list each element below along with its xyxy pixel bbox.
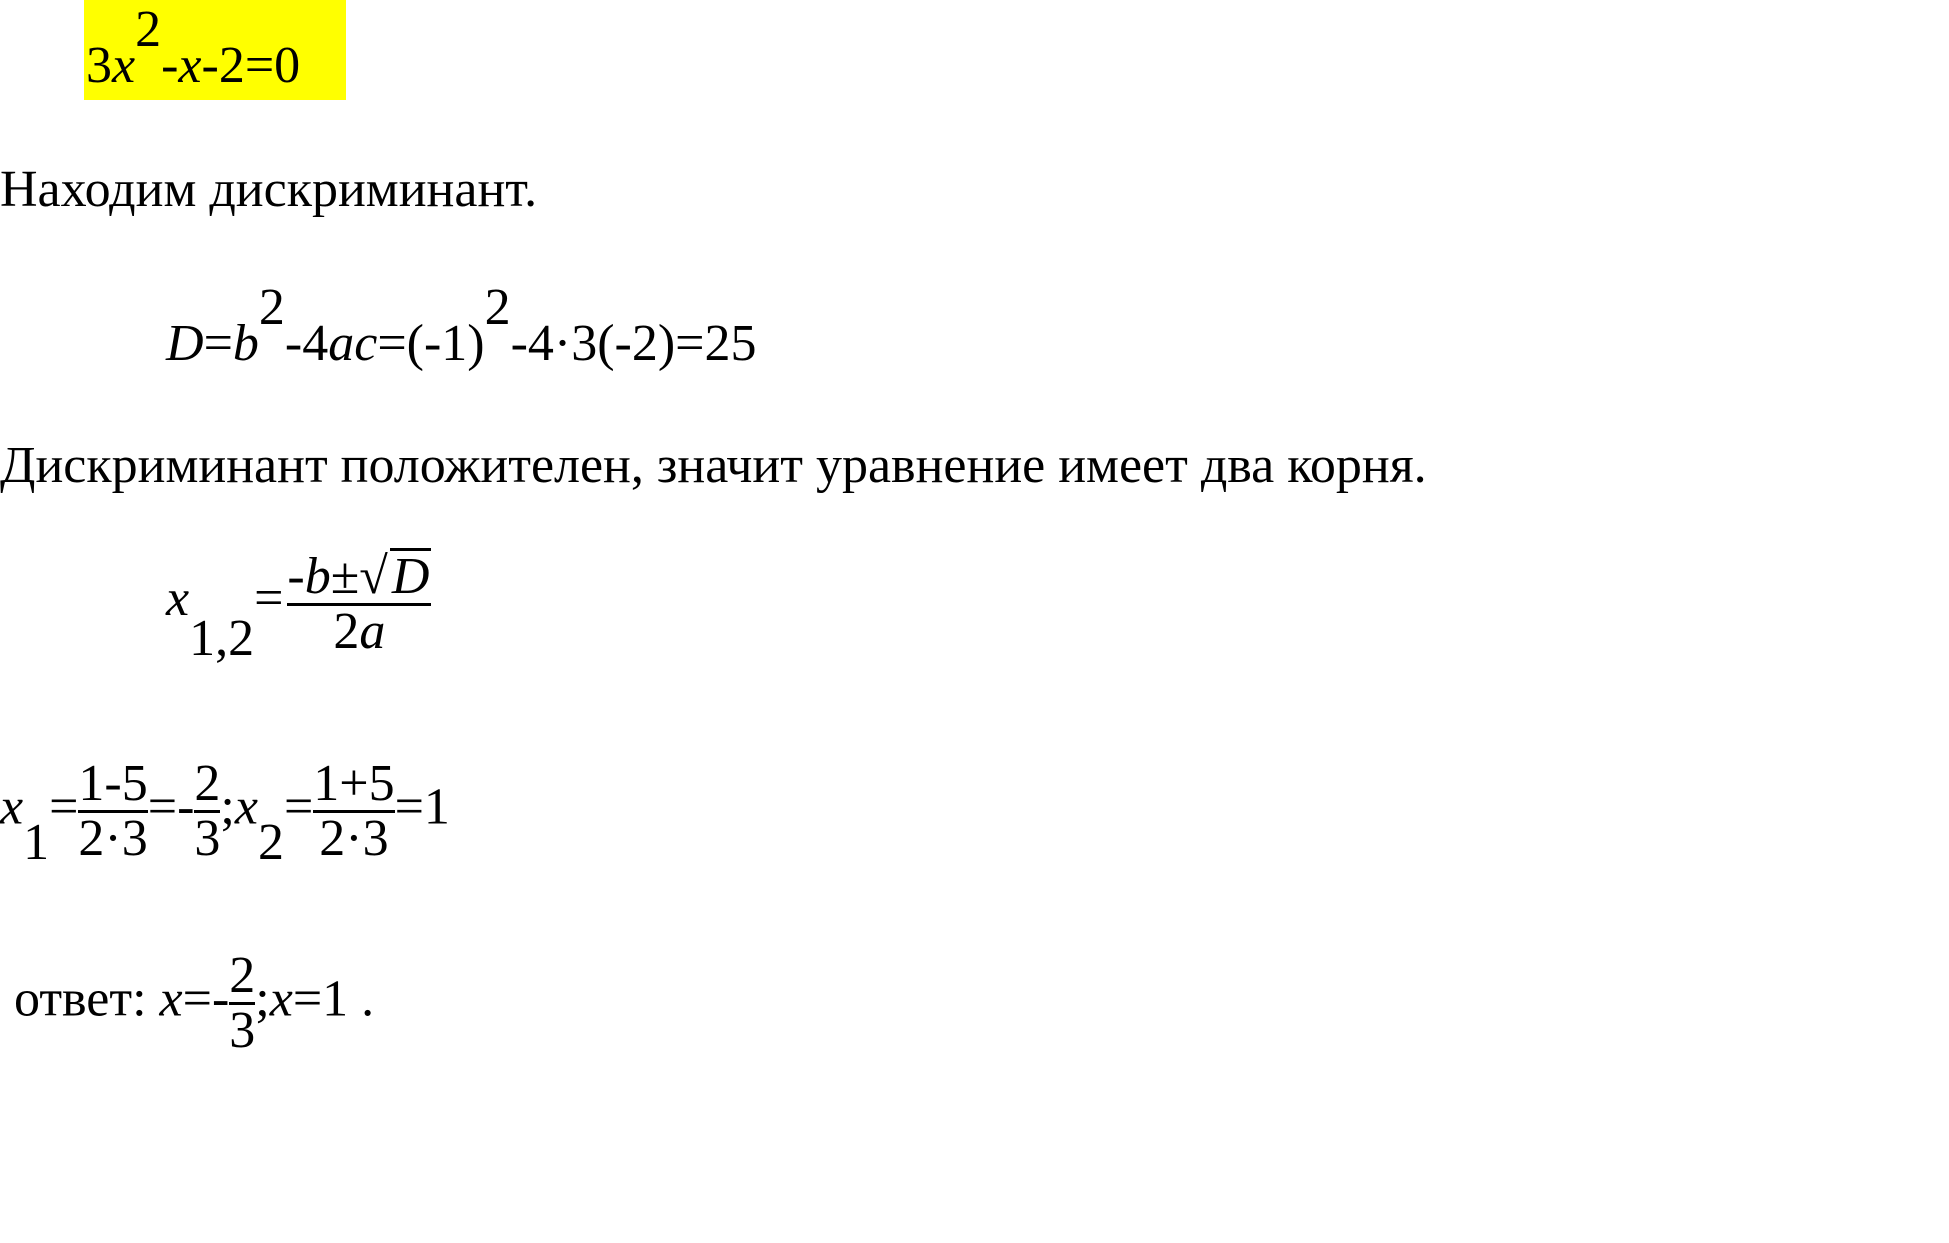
step-find-discriminant: Находим дискриминант. xyxy=(0,161,538,218)
fraction-2: $\frac{2}{3}$ xyxy=(194,755,221,867)
answer: ответ: x=- $\frac{2}{3}$ ;x=1 . xyxy=(14,947,375,1059)
step-two-roots: Дискриминант положителен, значит уравнение имеет два корня. xyxy=(0,437,1427,494)
discriminant-formula: D=b2-4ac=(-1)2-4·3(-2)=25 xyxy=(166,279,757,372)
sqrt-symbol: √ xyxy=(359,548,388,605)
fraction-1: $\frac{1-5}{2\cdot 3}$ xyxy=(78,755,148,867)
roots-formula: x1,2= $\frac{-b\pm√D}{2a}$ xyxy=(166,548,430,667)
equation-highlight xyxy=(84,0,346,100)
roots-fraction: $\frac{-b\pm√D}{2a}$ xyxy=(287,548,430,660)
answer-fraction: $\frac{2}{3}$ xyxy=(229,947,256,1059)
fraction-3: $\frac{1+5}{2\cdot 3}$ xyxy=(313,755,395,867)
roots-computation: x1= $\frac{1-5}{2\cdot 3}$ =- $\frac{2}{3}$ ;x2= $\frac{1+5}{2\cdot 3}$ =1 xyxy=(0,755,450,872)
quadratic-equation: 3x2-x-2=0 xyxy=(86,1,301,94)
